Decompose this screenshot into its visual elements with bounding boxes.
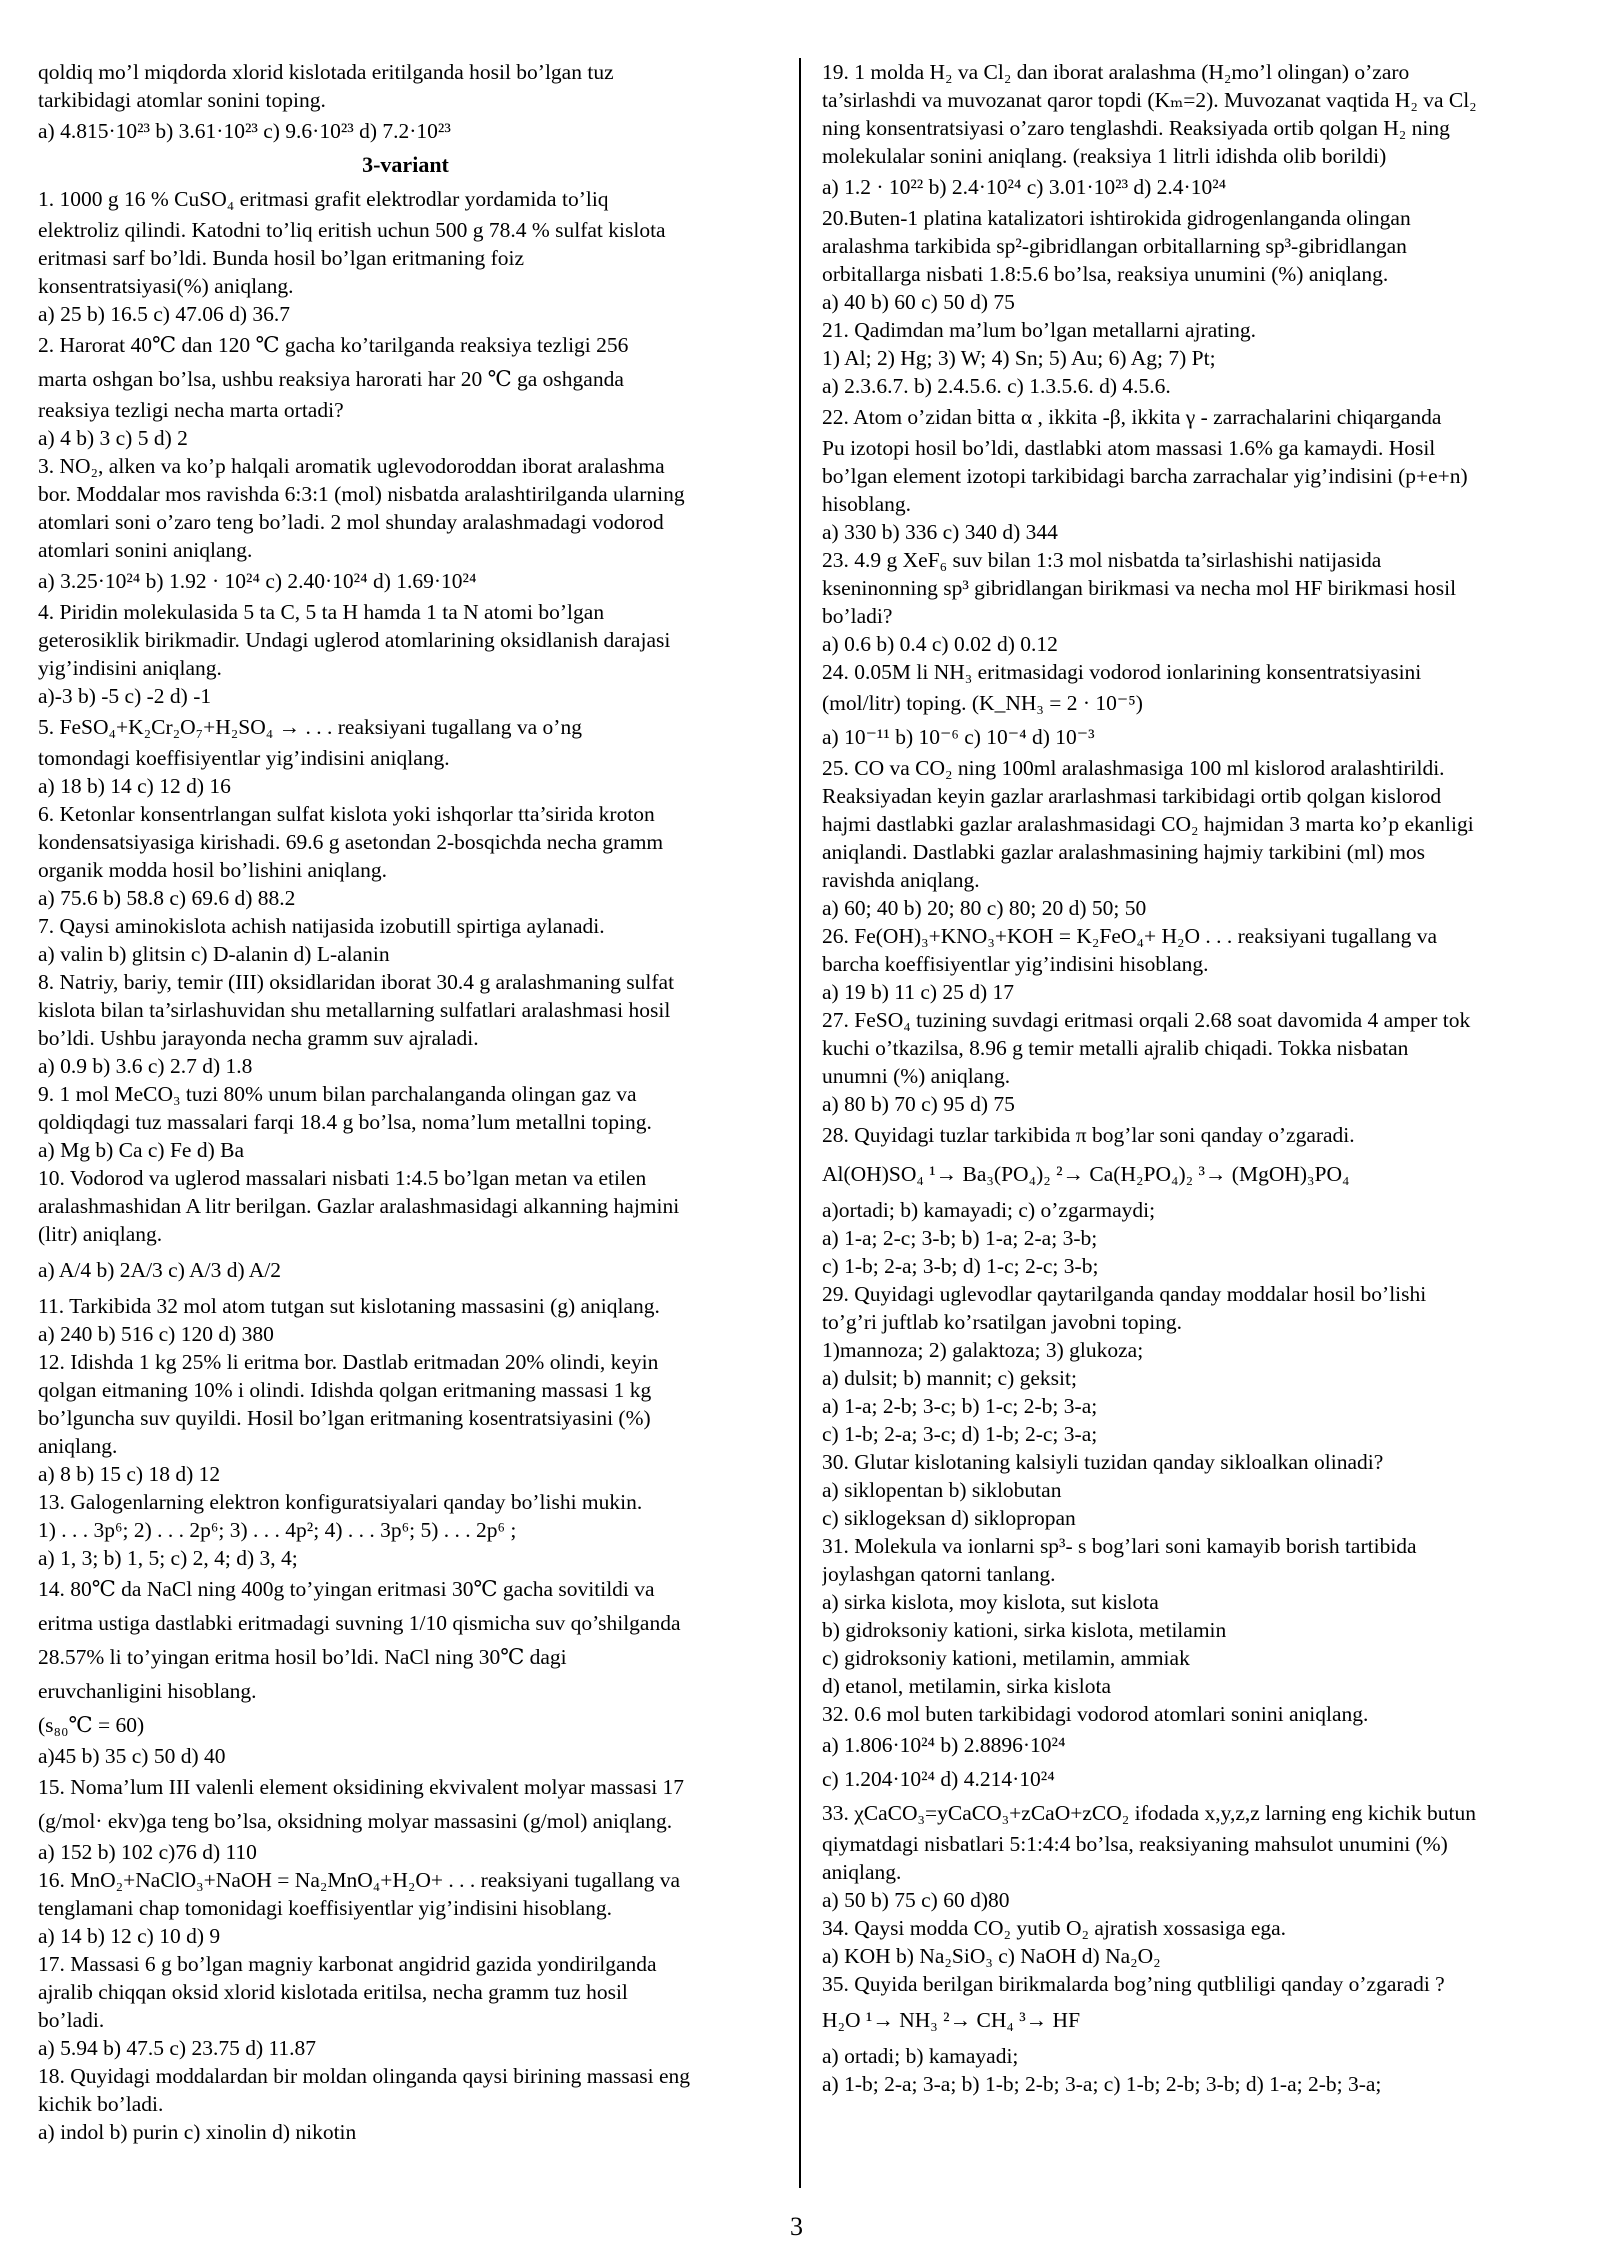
text-line: 9. 1 mol MeCO₃ tuzi 80% unum bilan parchalanganda olingan gaz va	[38, 1082, 637, 1106]
text-line: geterosiklik birikmadir. Undagi uglerod atomlarining oksidlanish darajasi	[38, 628, 671, 652]
text-line: 12. Idishda 1 kg 25% li eritma bor. Dastlab eritmadan 20% olindi, keyin	[38, 1350, 659, 1374]
text-line: a) 1-a; 2-b; 3-c; b) 1-c; 2-b; 3-a;	[822, 1394, 1098, 1418]
text-line: aralashma tarkibida sp²-gibridlangan orbitallarning sp³-gibridlangan	[822, 234, 1407, 258]
text-line: 15. Noma’lum III valenli element oksidining ekvivalent molyar massasi 17	[38, 1775, 685, 1799]
text-line: a) 1-a; 2-c; 3-b; b) 1-a; 2-a; 3-b;	[822, 1226, 1098, 1250]
text-line: 4. Piridin molekulasida 5 ta C, 5 ta H hamda 1 ta N atomi bo’lgan	[38, 600, 605, 624]
text-line: (g/mol· ekv)ga teng bo’lsa, oksidning molyar massasini (g/mol) aniqlang.	[38, 1809, 673, 1833]
text-line: 22. Atom o’zidan bitta α , ikkita -β, ikkita γ - zarrachalarini chiqarganda	[822, 405, 1442, 429]
text-line: a) 0.6 b) 0.4 c) 0.02 d) 0.12	[822, 632, 1058, 656]
text-line: a) Mg b) Ca c) Fe d) Ba	[38, 1138, 244, 1162]
text-line: a) 10⁻¹¹ b) 10⁻⁶ c) 10⁻⁴ d) 10⁻³	[822, 725, 1095, 749]
text-line: ta’sirlashdi va muvozanat qaror topdi (Kₘ=2). Muvozanat vaqtida H₂ va Cl₂	[822, 88, 1477, 112]
text-line: kichik bo’ladi.	[38, 2092, 164, 2116]
text-line: aralashmashidan A litr berilgan. Gazlar aralashmasidagi alkanning hajmini	[38, 1194, 680, 1218]
text-line: a) 75.6 b) 58.8 c) 69.6 d) 88.2	[38, 886, 296, 910]
text-line: (litr) aniqlang.	[38, 1222, 163, 1246]
text-line: 33. χCaCO₃=yCaCO₃+zCaO+zCO₂ ifodada x,y,z,z larning eng kichik butun	[822, 1801, 1476, 1825]
text-line: eritma ustiga dastlabki eritmadagi suvning 1/10 qismicha suv qo’shilganda	[38, 1611, 681, 1635]
text-line: 31. Molekula va ionlarni sp³- s bog’lari soni kamayib borish tartibida	[822, 1534, 1417, 1558]
text-line: a) 4 b) 3 c) 5 d) 2	[38, 426, 188, 450]
text-line: kislota bilan ta’sirlashuvidan shu metallarning sulfatlari aralashmasi hosil	[38, 998, 671, 1022]
text-line: aniqlang.	[38, 1434, 118, 1458]
text-line: H₂O ¹→ NH₃ ²→ CH₄ ³→ HF	[822, 2008, 1081, 2032]
text-line: 23. 4.9 g XeF₆ suv bilan 1:3 mol nisbatda ta’sirlashishi natijasida	[822, 548, 1382, 572]
text-line: a) sirka kislota, moy kislota, sut kislota	[822, 1590, 1159, 1614]
text-line: aniqlandi. Dastlabki gazlar aralashmasining hajmiy tarkibini (ml) mos	[822, 840, 1426, 864]
text-line: 18. Quyidagi moddalardan bir moldan olinganda qaysi birining massasi eng	[38, 2064, 691, 2088]
text-line: 20.Buten-1 platina katalizatori ishtirokida gidrogenlanganda olingan	[822, 206, 1411, 230]
text-line: a) 5.94 b) 47.5 c) 23.75 d) 11.87	[38, 2036, 317, 2060]
text-line: ajralib chiqqan oksid xlorid kislotada eritilsa, necha gramm tuz hosil	[38, 1980, 628, 2004]
text-line: a)ortadi; b) kamayadi; c) o’zgarmaydi;	[822, 1198, 1156, 1222]
text-line: a) 2.3.6.7. b) 2.4.5.6. c) 1.3.5.6. d) 4.5.6.	[822, 374, 1171, 398]
text-line: a) KOH b) Na₂SiO₃ c) NaOH d) Na₂O₂	[822, 1944, 1161, 1968]
text-line: to’g’ri juftlab ko’rsatilgan javobni toping.	[822, 1310, 1183, 1334]
text-line: a) valin b) glitsin c) D-alanin d) L-alanin	[38, 942, 390, 966]
text-line: a) 25 b) 16.5 c) 47.06 d) 36.7	[38, 302, 290, 326]
text-line: reaksiya tezligi necha marta ortadi?	[38, 398, 344, 422]
text-line: atomlari sonini aniqlang.	[38, 538, 253, 562]
text-line: a)-3 b) -5 c) -2 d) -1	[38, 684, 212, 708]
text-line: 10. Vodorod va uglerod massalari nisbati 1:4.5 bo’lgan metan va etilen	[38, 1166, 647, 1190]
text-line: Reaksiyadan keyin gazlar ararlashmasi tarkibidagi ortib qolgan kislorod	[822, 784, 1442, 808]
text-line: organik modda hosil bo’lishini aniqlang.	[38, 858, 387, 882]
text-line: a) 152 b) 102 c)76 d) 110	[38, 1840, 257, 1864]
page-number: 3	[790, 2212, 803, 2241]
text-line: kuchi o’tkazilsa, 8.96 g temir metalli ajralib chiqadi. Tokka nisbatan	[822, 1036, 1409, 1060]
text-line: 24. 0.05M li NH₃ eritmasidagi vodorod ionlarining konsentratsiyasini	[822, 660, 1422, 684]
text-line: 1. 1000 g 16 % CuSO₄ eritmasi grafit elektrodlar yordamida to’liq	[38, 187, 609, 211]
text-line: a)45 b) 35 c) 50 d) 40	[38, 1744, 226, 1768]
text-line: 21. Qadimdan ma’lum bo’lgan metallarni ajrating.	[822, 318, 1257, 342]
text-line: 1) Al; 2) Hg; 3) W; 4) Sn; 5) Au; 6) Ag; 7) Pt;	[822, 346, 1216, 370]
text-line: tenglamani chap tomonidagi koeffisiyentlar yig’indisini hisoblang.	[38, 1896, 613, 1920]
text-line: kondensatsiyasiga kirishadi. 69.6 g asetondan 2-bosqichda necha gramm	[38, 830, 664, 854]
variant-heading: 3-variant	[362, 152, 449, 177]
text-line: 1)mannoza; 2) galaktoza; 3) glukoza;	[822, 1338, 1144, 1362]
text-line: 11. Tarkibida 32 mol atom tutgan sut kislotaning massasini (g) aniqlang.	[38, 1294, 660, 1318]
text-line: c) siklogeksan d) siklopropan	[822, 1506, 1076, 1530]
text-line: ning konsentratsiyasi o’zaro tenglashdi. Reaksiyada ortib qolgan H₂ ning	[822, 116, 1450, 140]
text-line: hajmi dastlabki gazlar aralashmasidagi CO₂ hajmidan 3 marta ko’p ekanligi	[822, 812, 1474, 836]
text-line: 27. FeSO₄ tuzining suvdagi eritmasi orqali 2.68 soat davomida 4 amper tok	[822, 1008, 1471, 1032]
text-line: 17. Massasi 6 g bo’lgan magniy karbonat angidrid gazida yondirilganda	[38, 1952, 657, 1976]
text-line: Pu izotopi hosil bo’ldi, dastlabki atom massasi 1.6% ga kamaydi. Hosil	[822, 436, 1436, 460]
text-line: 35. Quyida berilgan birikmalarda bog’ning qutbliligi qanday o’zgaradi ?	[822, 1972, 1445, 1996]
text-line: 14. 80℃ da NaCl ning 400g to’yingan eritmasi 30℃ gacha sovitildi va	[38, 1577, 655, 1601]
text-line: a) 14 b) 12 c) 10 d) 9	[38, 1924, 221, 1948]
text-line: qoldiq mo’l miqdorda xlorid kislotada eritilganda hosil bo’lgan tuz	[38, 60, 614, 84]
text-line: qolgan eitmaning 10% i olindi. Idishda qolgan eritmaning massasi 1 kg	[38, 1378, 652, 1402]
text-line: a) A/4 b) 2A/3 c) A/3 d) A/2	[38, 1258, 282, 1282]
text-line: 6. Ketonlar konsentrlangan sulfat kislota yoki ishqorlar tta’sirida kroton	[38, 802, 655, 826]
text-line: orbitallarga nisbati 1.8:5.6 bo’lsa, reaksiya unumini (%) aniqlang.	[822, 262, 1389, 286]
text-line: c) 1-b; 2-a; 3-b; d) 1-c; 2-c; 3-b;	[822, 1254, 1099, 1278]
text-line: a) 18 b) 14 c) 12 d) 16	[38, 774, 231, 798]
right-column	[822, 58, 1567, 2098]
text-line: a) 4.815·10²³ b) 3.61·10²³ c) 9.6·10²³ d) 7.2·10²³	[38, 119, 451, 143]
text-line: (s₈₀℃ = 60)	[38, 1713, 145, 1737]
text-line: a) 3.25·10²⁴ b) 1.92 · 10²⁴ c) 2.40·10²⁴ d) 1.69·10²⁴	[38, 569, 477, 593]
text-line: molekulalar sonini aniqlang. (reaksiya 1 litrli idishda olib borildi)	[822, 144, 1387, 168]
text-line: joylashgan qatorni tanlang.	[822, 1562, 1056, 1586]
left-column	[38, 58, 773, 2146]
text-line: yig’indisini aniqlang.	[38, 656, 222, 680]
text-line: 32. 0.6 mol buten tarkibidagi vodorod atomlari sonini aniqlang.	[822, 1702, 1369, 1726]
text-line: 13. Galogenlarning elektron konfiguratsiyalari qanday bo’lishi mukin.	[38, 1490, 643, 1514]
text-line: konsentratsiyasi(%) aniqlang.	[38, 274, 294, 298]
text-line: c) gidroksoniy kationi, metilamin, ammiak	[822, 1646, 1190, 1670]
text-line: eritmasi sarf bo’ldi. Bunda hosil bo’lgan eritmaning foiz	[38, 246, 525, 270]
text-line: a) 0.9 b) 3.6 c) 2.7 d) 1.8	[38, 1054, 253, 1078]
text-line: elektroliz qilindi. Katodni to’liq eritish uchun 500 g 78.4 % sulfat kislota	[38, 218, 666, 242]
text-line: Al(OH)SO₄ ¹→ Ba₃(PO₄)₂ ²→ Ca(H₂PO₄)₂ ³→ (MgOH)₃PO₄	[822, 1162, 1350, 1186]
text-line: qoldiqdagi tuz massalari farqi 18.4 g bo’lsa, noma’lum metallni toping.	[38, 1110, 652, 1134]
text-line: 28. Quyidagi tuzlar tarkibida π bog’lar soni qanday o’zgaradi.	[822, 1123, 1355, 1147]
text-line: a) indol b) purin c) xinolin d) nikotin	[38, 2120, 357, 2144]
text-line: qiymatdagi nisbatlari 5:1:4:4 bo’lsa, reaksiyaning mahsulot unumini (%)	[822, 1832, 1448, 1856]
text-line: marta oshgan bo’lsa, ushbu reaksiya harorati har 20 ℃ ga oshganda	[38, 367, 624, 391]
text-line: 7. Qaysi aminokislota achish natijasida izobutill spirtiga aylanadi.	[38, 914, 605, 938]
text-line: unumni (%) aniqlang.	[822, 1064, 1011, 1088]
text-line: aniqlang.	[822, 1860, 902, 1884]
text-line: b) gidroksoniy kationi, sirka kislota, metilamin	[822, 1618, 1227, 1642]
text-line: 29. Quyidagi uglevodlar qaytarilganda qanday moddalar hosil bo’lishi	[822, 1282, 1427, 1306]
text-line: d) etanol, metilamin, sirka kislota	[822, 1674, 1111, 1698]
text-line: a) ortadi; b) kamayadi;	[822, 2044, 1019, 2068]
text-line: a) 50 b) 75 c) 60 d)80	[822, 1888, 1010, 1912]
text-line: c) 1.204·10²⁴ d) 4.214·10²⁴	[822, 1767, 1055, 1791]
text-line: 16. MnO₂+NaClO₃+NaOH = Na₂MnO₄+H₂O+ . . . reaksiyani tugallang va	[38, 1868, 681, 1892]
text-line: a) 40 b) 60 c) 50 d) 75	[822, 290, 1015, 314]
column-divider	[799, 58, 801, 2188]
text-line: tomondagi koeffisiyentlar yig’indisini aniqlang.	[38, 746, 450, 770]
text-line: 26. Fe(OH)₃+KNO₃+KOH = K₂FeO₄+ H₂O . . . reaksiyani tugallang va	[822, 924, 1438, 948]
text-line: a) siklopentan b) siklobutan	[822, 1478, 1062, 1502]
text-line: eruvchanligini hisoblang.	[38, 1679, 257, 1703]
text-line: 5. FeSO₄+K₂Cr₂O₇+H₂SO₄ → . . . reaksiyani tugallang va o’ng	[38, 715, 582, 739]
text-line: bor. Moddalar mos ravishda 6:3:1 (mol) nisbatda aralashtirilganda ularning	[38, 482, 685, 506]
text-line: bo’ladi.	[38, 2008, 105, 2032]
text-line: kseninonning sp³ gibridlangan birikmasi va necha mol HF birikmasi hosil	[822, 576, 1457, 600]
text-line: 3. NO₂, alken va ko’p halqali aromatik uglevodoroddan iborat aralashma	[38, 454, 665, 478]
text-line: (mol/litr) toping. (K_NH₃ = 2 · 10⁻⁵)	[822, 691, 1143, 715]
text-line: 34. Qaysi modda CO₂ yutib O₂ ajratish xossasiga ega.	[822, 1916, 1287, 1940]
text-line: a) dulsit; b) mannit; c) geksit;	[822, 1366, 1077, 1390]
text-line: 2. Harorat 40℃ dan 120 ℃ gacha ko’tarilganda reaksiya tezligi 256	[38, 333, 629, 357]
text-line: a) 8 b) 15 c) 18 d) 12	[38, 1462, 221, 1486]
text-line: tarkibidagi atomlar sonini toping.	[38, 88, 326, 112]
text-line: a) 60; 40 b) 20; 80 c) 80; 20 d) 50; 50	[822, 896, 1147, 920]
text-line: bo’lguncha suv quyildi. Hosil bo’lgan eritmaning kosentratsiyasini (%)	[38, 1406, 651, 1430]
text-line: atomlari soni o’zaro teng bo’ladi. 2 mol shunday aralashmadagi vodorod	[38, 510, 664, 534]
text-line: a) 1-b; 2-a; 3-a; b) 1-b; 2-b; 3-a; c) 1-b; 2-b; 3-b; d) 1-a; 2-b; 3-a;	[822, 2072, 1382, 2096]
text-line: c) 1-b; 2-a; 3-c; d) 1-b; 2-c; 3-a;	[822, 1422, 1098, 1446]
text-line: 1) . . . 3p⁶; 2) . . . 2p⁶; 3) . . . 4p²; 4) . . . 3p⁶; 5) . . . 2p⁶ ;	[38, 1518, 517, 1542]
text-line: a) 1, 3; b) 1, 5; c) 2, 4; d) 3, 4;	[38, 1546, 298, 1570]
text-line: 25. CO va CO₂ ning 100ml aralashmasiga 100 ml kislorod aralashtirildi.	[822, 756, 1445, 780]
text-line: a) 330 b) 336 c) 340 d) 344	[822, 520, 1058, 544]
text-line: a) 1.806·10²⁴ b) 2.8896·10²⁴	[822, 1733, 1066, 1757]
text-line: barcha koeffisiyentlar yig’indisini hisoblang.	[822, 952, 1209, 976]
text-line: 19. 1 molda H₂ va Cl₂ dan iborat aralashma (H₂mo’l olingan) o’zaro	[822, 60, 1410, 84]
text-line: 8. Natriy, bariy, temir (III) oksidlaridan iborat 30.4 g aralashmaning sulfat	[38, 970, 675, 994]
text-line: bo’ldi. Ushbu jarayonda necha gramm suv ajraladi.	[38, 1026, 479, 1050]
text-line: 28.57% li to’yingan eritma hosil bo’ldi. NaCl ning 30℃ dagi	[38, 1645, 567, 1669]
text-line: a) 1.2 · 10²² b) 2.4·10²⁴ c) 3.01·10²³ d) 2.4·10²⁴	[822, 175, 1227, 199]
text-line: a) 240 b) 516 c) 120 d) 380	[38, 1322, 274, 1346]
text-line: a) 80 b) 70 c) 95 d) 75	[822, 1092, 1015, 1116]
text-line: ravishda aniqlang.	[822, 868, 980, 892]
text-line: 30. Glutar kislotaning kalsiyli tuzidan qanday sikloalkan olinadi?	[822, 1450, 1384, 1474]
text-line: a) 19 b) 11 c) 25 d) 17	[822, 980, 1015, 1004]
text-line: bo’lgan element izotopi tarkibidagi barcha zarrachalar yig’indisini (p+e+n)	[822, 464, 1468, 488]
text-line: bo’ladi?	[822, 604, 893, 628]
text-line: hisoblang.	[822, 492, 911, 516]
